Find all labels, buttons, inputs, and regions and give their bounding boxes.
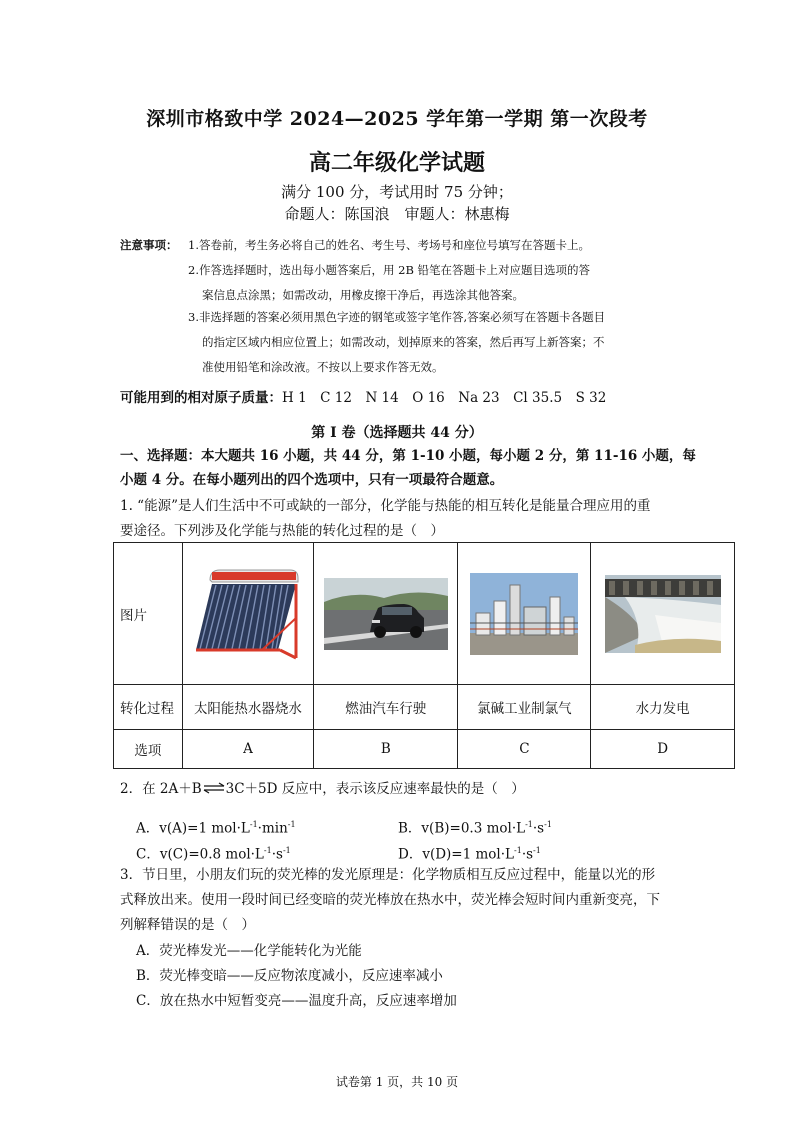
- q1-table: [113, 542, 735, 769]
- process-c: 氯碱工业制氯气: [458, 685, 591, 730]
- option-d-image-cell: [591, 543, 735, 685]
- page-footer: 试卷第 1 页，共 10 页: [335, 1075, 459, 1089]
- q2-option-d: [398, 841, 541, 865]
- q1-text-1: 1. “能源”是人们生活中不可或缺的一部分，化学能与热能的相互转化是能量合理应用的重: [120, 498, 651, 514]
- note-2a: 2.作答选择题时，选出每小题答案后，用 2B 铅笔在答题卡上对应题目选项的答: [188, 263, 591, 277]
- atomic-mass-label: 可能用到的相对原子质量：: [120, 390, 282, 406]
- q1-text-2: 要途径。下列涉及化学能与热能的转化过程的是（ ）: [120, 523, 444, 539]
- q3-text-1: 3．节日里，小朋友们玩的荧光棒的发光原理是：化学物质相互反应过程中，能量以光的形: [120, 867, 656, 883]
- q2-c-exp2: -1: [282, 846, 291, 855]
- q2-option-a: [136, 815, 296, 839]
- option-d-label: D: [591, 730, 735, 769]
- option-b-label: B: [314, 730, 458, 769]
- option-a-label: A: [182, 730, 313, 769]
- q2-d-exp2: -1: [533, 846, 541, 855]
- q2-a-mid: ·min: [257, 820, 288, 837]
- option-b-image-cell: [314, 543, 458, 685]
- score-time: 满分 100 分，考试用时 75 分钟；: [281, 183, 513, 201]
- part1-instr-2: 小题 4 分。在每小题列出的四个选项中，只有一项最符合题意。: [120, 472, 504, 488]
- part1-title: 第 I 卷（选择题共 44 分）: [311, 425, 483, 441]
- q2-c-exp1: -1: [263, 846, 272, 855]
- subject-title: 高二年级化学试题: [308, 150, 485, 176]
- q3-option-b: B．荧光棒变暗——反应物浓度减小，反应速率减小: [136, 968, 443, 984]
- q2-stem: [120, 779, 525, 800]
- equilibrium-arrow-icon: [203, 780, 225, 800]
- q2-option-b: [398, 815, 552, 839]
- q3-text-2: 式释放出来。使用一段时间已经变暗的荧光棒放在热水中，荧光棒会短时间内重新变亮，下: [120, 892, 660, 908]
- exam-title: 深圳市格致中学 2024—2025 学年第一学期 第一次段考: [146, 108, 648, 130]
- option-c-image-cell: [458, 543, 591, 685]
- notes-label: 注意事项：: [120, 238, 178, 252]
- q2-a-text: A．v(A)=1 mol·L: [136, 820, 250, 837]
- q2-option-c: [136, 841, 291, 865]
- hydropower-dam-image: [605, 575, 721, 653]
- chlor-alkali-plant-image: [470, 573, 578, 655]
- car-driving-image: [324, 578, 448, 650]
- q2-stem-post: 3C＋5D 反应中，表示该反应速率最快的是（ ）: [225, 781, 525, 797]
- q1-process-row: [114, 685, 735, 730]
- q2-c-mid: ·s: [271, 846, 283, 863]
- atomic-mass-values: H 1 C 12 N 14 O 16 Na 23 Cl 35.5 S 32: [282, 390, 607, 406]
- q2-b-exp1: -1: [525, 820, 533, 829]
- q2-b-mid: ·s: [532, 820, 545, 837]
- q2-d-exp1: -1: [514, 846, 522, 855]
- q2-c-text: C．v(C)=0.8 mol·L: [136, 846, 264, 863]
- solar-water-heater-image: [192, 558, 304, 670]
- authors: 命题人：陈国浪 审题人：林惠梅: [284, 205, 510, 223]
- note-1: 1.答卷前，考生务必将自己的姓名、考生号、考场号和座位号填写在答题卡上。: [188, 238, 590, 252]
- q2-a-exp2: -1: [287, 820, 296, 829]
- atomic-mass-line: [120, 386, 606, 406]
- note-3a: 3.非选择题的答案必须用黑色字迹的钢笔或签字笔作答,答案必须写在答题卡各题目: [188, 310, 606, 324]
- row-label-option: 选项: [114, 730, 183, 769]
- q3-option-c: C．放在热水中短暂变亮——温度升高，反应速率增加: [136, 993, 457, 1009]
- q2-a-exp1: -1: [249, 820, 258, 829]
- q2-b-exp2: -1: [544, 820, 552, 829]
- q2-b-text: B．v(B)=0.3 mol·L: [398, 820, 526, 837]
- process-d: 水力发电: [591, 685, 735, 730]
- q1-option-row: [114, 730, 735, 769]
- q2-d-mid: ·s: [521, 846, 534, 863]
- note-3b: 的指定区域内相应位置上；如需改动，划掉原来的答案，然后再写上新答案；不: [202, 335, 605, 349]
- row-label-image: 图片: [114, 543, 183, 685]
- q3-text-3: 列解释错误的是（ ）: [120, 917, 255, 933]
- note-3c: 准使用铅笔和涂改液。不按以上要求作答无效。: [202, 360, 444, 374]
- process-b: 燃油汽车行驶: [314, 685, 458, 730]
- row-label-process: 转化过程: [114, 685, 183, 730]
- option-a-image-cell: [182, 543, 313, 685]
- q1-image-row: [114, 543, 735, 685]
- note-2b: 案信息点涂黑；如需改动，用橡皮擦干净后，再选涂其他答案。: [202, 288, 524, 302]
- process-a: 太阳能热水器烧水: [182, 685, 313, 730]
- q3-option-a: A．荧光棒发光——化学能转化为光能: [136, 943, 362, 959]
- option-c-label: C: [458, 730, 591, 769]
- q2-stem-pre: 2．在 2A＋B: [120, 781, 202, 797]
- part1-instr-1: 一、选择题：本大题共 16 小题，共 44 分，第 1-10 小题，每小题 2 分，第 11-16 小题，每: [120, 448, 696, 464]
- q2-d-text: D．v(D)=1 mol·L: [398, 846, 515, 863]
